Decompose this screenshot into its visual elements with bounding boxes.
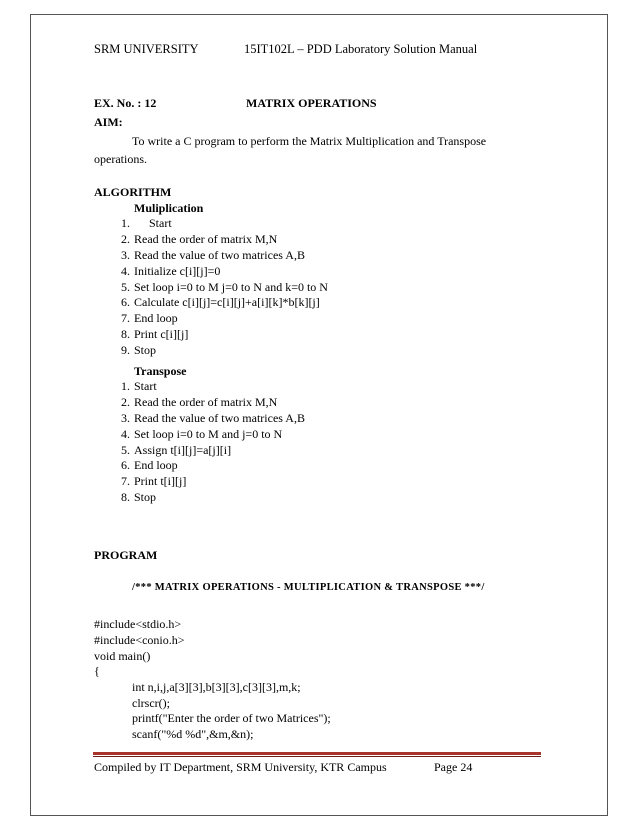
- footer-divider-thin: [93, 756, 541, 757]
- footer-page-number: Page 24: [434, 760, 473, 774]
- header-university: SRM UNIVERSITY: [94, 42, 199, 56]
- aim-line-1: To write a C program to perform the Matrix Multiplication and Transpose: [132, 134, 487, 148]
- code-line: #include<conio.h>: [94, 633, 185, 647]
- multiplication-heading: Muliplication: [134, 201, 204, 215]
- aim-heading: AIM:: [94, 115, 123, 129]
- aim-line-2: operations.: [94, 152, 147, 166]
- code-line: int n,i,j,a[3][3],b[3][3],c[3][3],m,k;: [132, 680, 301, 694]
- header-course: 15IT102L – PDD Laboratory Solution Manual: [244, 42, 478, 56]
- code-line: #include<stdio.h>: [94, 617, 182, 631]
- exercise-title: MATRIX OPERATIONS: [246, 96, 377, 110]
- program-heading: PROGRAM: [94, 548, 158, 562]
- code-line: clrscr();: [132, 696, 170, 710]
- program-comment: /*** MATRIX OPERATIONS - MULTIPLICATION & TRANSPOSE ***/: [132, 582, 485, 593]
- code-line: void main(): [94, 649, 151, 663]
- footer-compiled-by: Compiled by IT Department, SRM University, KTR Campus: [94, 760, 387, 774]
- transpose-heading: Transpose: [134, 364, 187, 378]
- footer-divider: [93, 752, 541, 755]
- code-line: printf("Enter the order of two Matrices");: [132, 711, 331, 725]
- code-line: {: [94, 664, 100, 678]
- code-line: scanf("%d %d",&m,&n);: [132, 727, 254, 741]
- exercise-number: EX. No. : 12: [94, 96, 157, 110]
- algorithm-heading: ALGORITHM: [94, 185, 172, 199]
